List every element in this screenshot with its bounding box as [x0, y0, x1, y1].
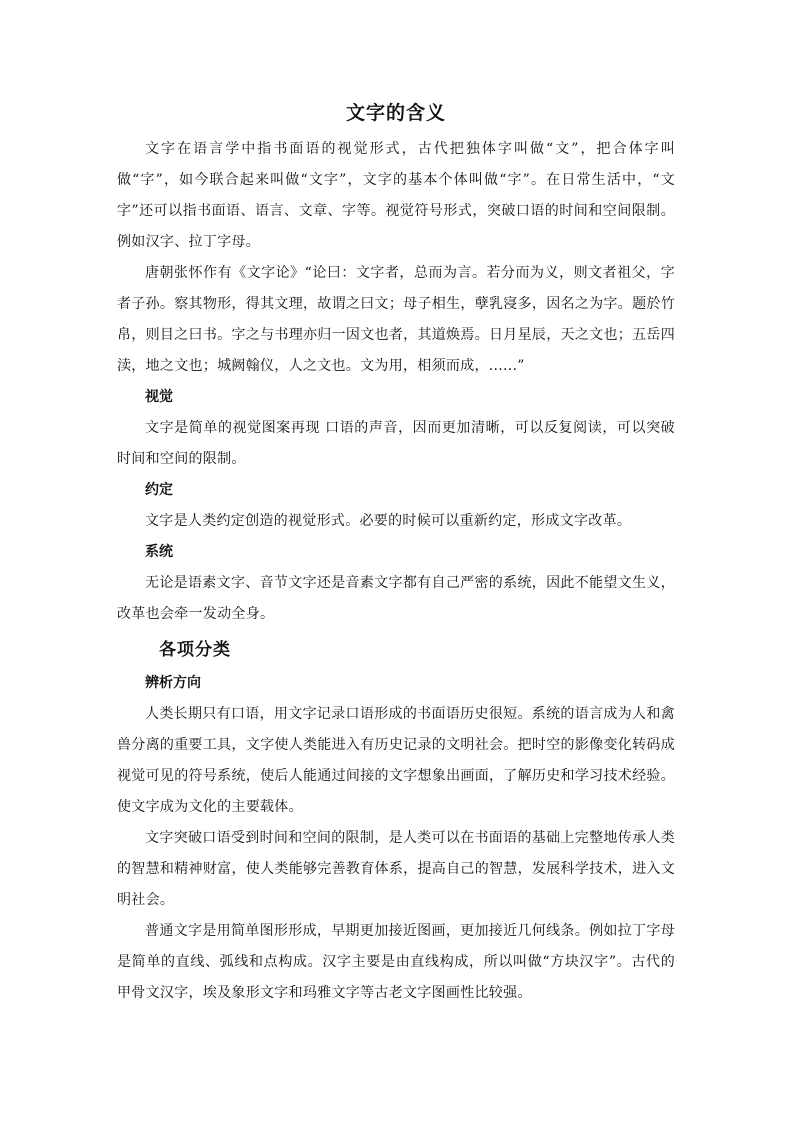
- subsection-heading: 辨析方向: [145, 675, 201, 691]
- document-page: [117, 100, 675, 1009]
- classification-paragraph: 普通文字是用简单图形形成，早期更加接近图画，更加接近几何线条。例如拉丁字母是简单的直线、弧线和点构成。汉字主要是由直线构成，所以叫做“方块汉字”。古代的甲骨文汉字，埃及象形文字和玛雅文字等古老文字图画性比较强。: [117, 923, 675, 1001]
- classification-paragraph: 文字突破口语受到时间和空间的限制，是人类可以在书面语的基础上完整地传承人类的智慧和精神财富，使人类能够完善教育体系，提高自己的智慧，发展科学技术，进入文明社会。: [117, 830, 675, 908]
- classification-paragraph: 人类长期只有口语，用文字记录口语形成的书面语历史很短。系统的语言成为人和禽兽分离的重要工具，文字使人类能进入有历史记录的文明社会。把时空的影像变化转码成视觉可见的符号系统，使后人能通过间接的文字想象出画面，了解历史和学习技术经验。使文字成为文化的主要载体。: [117, 706, 675, 815]
- section-heading: 各项分类: [159, 640, 231, 660]
- intro-paragraph: 文字在语言学中指书面语的视觉形式，古代把独体字叫做“文”，把合体字叫做“字”，如今联合起来叫做“文字”，文字的基本个体叫做“字”。在日常生活中，“文字”还可以指书面语、语言、文章、字等。视觉符号形式，突破口语的时间和空间限制。例如汉字、拉丁字母。: [117, 141, 675, 250]
- feature-heading-visual: 视觉: [145, 389, 173, 405]
- page-title: 文字的含义: [345, 102, 446, 124]
- feature-heading-convention: 约定: [145, 482, 173, 498]
- feature-heading-system: 系统: [145, 544, 173, 560]
- feature-text-convention: 文字是人类约定创造的视觉形式。必要的时候可以重新约定，形成文字改革。: [145, 513, 632, 529]
- feature-text-system: 无论是语素文字、音节文字还是音素文字都有自己严密的系统，因此不能望文生义，改革也会牵一发动全身。: [117, 575, 675, 622]
- intro-paragraph: 唐朝张怀作有《文字论》“论曰：文字者，总而为言。若分而为义，则文者祖父，字者子孙。察其物形，得其文理，故谓之曰文；母子相生，孽乳寖多，因名之为字。题於竹帛，则目之曰书。字之与书理亦归一因文也者，其道焕焉。日月星辰，天之文也；五岳四渎，地之文也；城阙翰仪，人之文也。文为用，相须而成，......”: [117, 265, 675, 374]
- feature-text-visual: 文字是简单的视觉图案再现 口语的声音，因而更加清晰，可以反复阅读，可以突破时间和空间的限制。: [117, 420, 675, 467]
